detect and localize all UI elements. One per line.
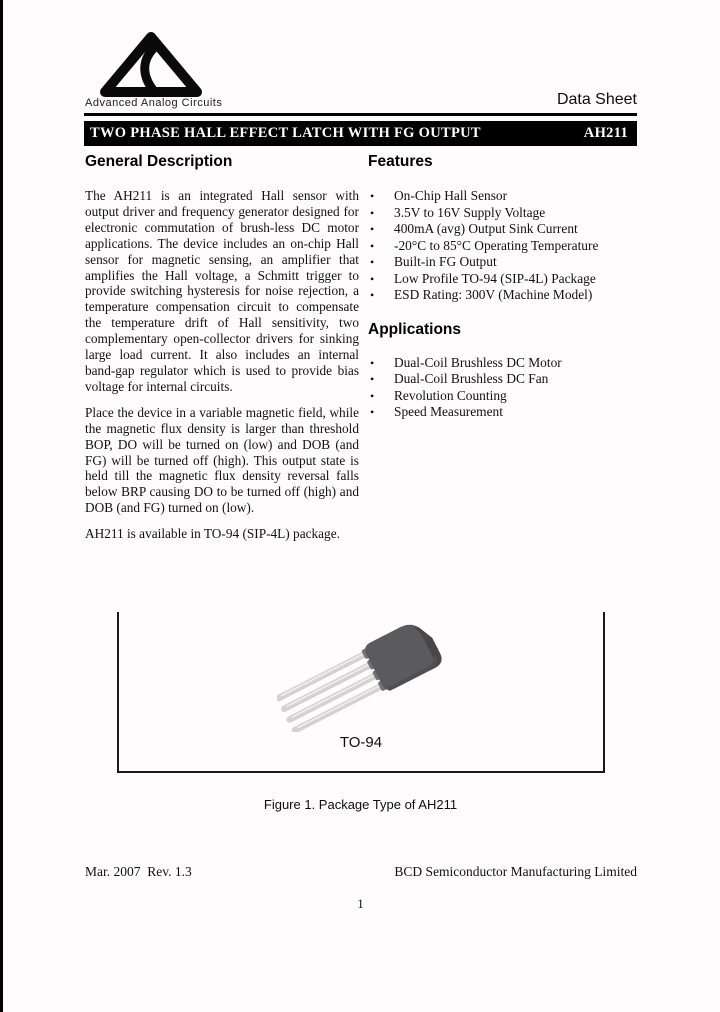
application-item: • Dual-Coil Brushless DC Motor [368, 355, 638, 372]
application-item: • Speed Measurement [368, 404, 638, 421]
application-item: • Dual-Coil Brushless DC Fan [368, 371, 638, 388]
feature-item: • -20°C to 85°C Operating Temperature [368, 238, 638, 255]
figure-caption: Figure 1. Package Type of AH211 [263, 797, 458, 812]
general-description-section [85, 153, 359, 552]
header-rule [84, 113, 637, 116]
package-type-label: TO-94 [339, 734, 383, 751]
part-number: AH211 [583, 125, 628, 141]
feature-item: • Low Profile TO-94 (SIP-4L) Package [368, 271, 638, 288]
doc-type-label: Data Sheet [556, 91, 637, 108]
description-paragraph: AH211 is available in TO-94 (SIP-4L) package. [85, 526, 340, 542]
features-list [368, 188, 638, 304]
scan-edge-artifact [0, 0, 3, 1012]
applications-heading: Applications [368, 320, 462, 338]
doc-title: TWO PHASE HALL EFFECT LATCH WITH FG OUTPUT [90, 125, 481, 141]
company-logo-icon [96, 30, 206, 98]
description-paragraph: The AH211 is an integrated Hall sensor with output driver and frequency generator designed for electronic commutation of brush-less DC motor applications. The device includes an on-chip Hall sensor for magnetic sensing, an amplifier that amplifies the Hall voltage, a Schmitt trigger to provide switching hysteresis for noise rejection, a temperature compensation circuit to compensate the temperature drift of Hall sensitivity, two complementary open-collector drivers for sinking large load current. It also includes an internal band-gap regulator which is used to provide bias voltage for internal circuits. [85, 188, 359, 394]
footer-date-revision: Mar. 2007 Rev. 1.3 [85, 864, 192, 879]
title-bar [84, 121, 637, 146]
feature-item: • 400mA (avg) Output Sink Current [368, 221, 638, 238]
description-paragraph: Place the device in a variable magnetic field, while the magnetic flux density is larger than threshold BOP, DO will be turned on (low) and DOB (and FG) will be turned off (high). This output state is held till the magnetic flux density reversal falls below BRP causing DO to be turned off (high) and DOB (and FG) turned on (low). [85, 404, 359, 516]
footer [85, 864, 637, 880]
general-description-heading: General Description [85, 153, 233, 170]
features-applications-section [368, 153, 638, 421]
application-item: • Revolution Counting [368, 388, 638, 405]
features-heading: Features [368, 153, 433, 170]
feature-item: • ESD Rating: 300V (Machine Model) [368, 287, 638, 304]
applications-list [368, 355, 638, 421]
feature-item: • 3.5V to 16V Supply Voltage [368, 205, 638, 222]
to94-package-illustration [277, 622, 447, 732]
company-name: Advanced Analog Circuits [85, 97, 223, 109]
feature-item: • Built-in FG Output [368, 254, 638, 271]
feature-item: • On-Chip Hall Sensor [368, 188, 638, 205]
footer-company: BCD Semiconductor Manufacturing Limited [394, 864, 637, 879]
package-figure-box [117, 612, 605, 773]
page-number: 1 [357, 896, 364, 911]
